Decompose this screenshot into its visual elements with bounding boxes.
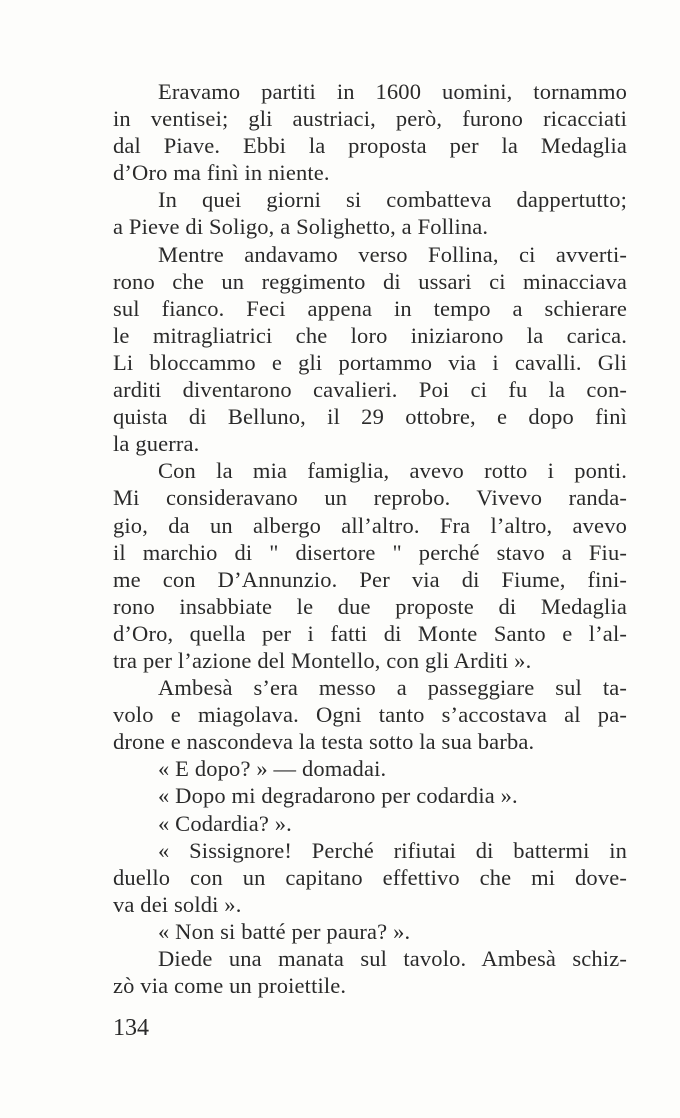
text-line: va dei soldi ». [113, 891, 242, 917]
text-line: tra per l’azione del Montello, con gli Arditi ». [113, 647, 532, 673]
text-line: me con D’Annunzio. Per via di Fiume, fini- [113, 566, 627, 592]
text-line: rono che un reggimento di ussari ci minacciava [113, 268, 627, 294]
text-line: volo e miagolava. Ogni tanto s’accostava al pa- [113, 702, 627, 728]
text-line: In quei giorni si combatteva dappertutto; [158, 187, 627, 213]
book-page-text [113, 78, 627, 999]
text-line: dal Piave. Ebbi la proposta per la Medaglia [113, 133, 627, 159]
text-line: la guerra. [113, 431, 200, 457]
text-line: zò via come un proiettile. [113, 973, 347, 999]
text-line: gio, da un albergo all’altro. Fra l’altro, avevo [113, 512, 627, 538]
text-line: Con la mia famiglia, avevo rotto i ponti. [158, 458, 627, 484]
text-line: quista di Belluno, il 29 ottobre, e dopo finì [113, 404, 627, 430]
text-line: drone e nascondeva la testa sotto la sua barba. [113, 729, 535, 755]
text-line: a Pieve di Soligo, a Solighetto, a Follina. [113, 214, 489, 240]
text-line: in ventisei; gli austriaci, però, furono ricacciati [113, 106, 627, 132]
text-line: Mi consideravano un reprobo. Vivevo randa- [113, 485, 627, 511]
text-line: rono insabbiate le due proposte di Medaglia [113, 593, 627, 619]
text-line: « Non si batté per paura? ». [158, 918, 411, 944]
text-line: « E dopo? » — domadai. [158, 756, 387, 782]
text-line: « Codardia? ». [158, 810, 292, 836]
text-line: d’Oro, quella per i fatti di Monte Santo e l’al- [113, 620, 627, 646]
text-line: Mentre andavamo verso Follina, ci avverti- [158, 241, 627, 267]
page-number: 134 [113, 1015, 149, 1041]
text-line: il marchio di " disertore " perché stavo a Fiu- [113, 539, 627, 565]
text-line: « Sissignore! Perché rifiutai di battermi in [158, 837, 627, 863]
text-line: Ambesà s’era messo a passeggiare sul ta- [158, 675, 627, 701]
text-line: duello con un capitano effettivo che mi dove- [113, 864, 627, 890]
text-line: Li bloccammo e gli portammo via i cavalli. Gli [113, 349, 627, 375]
text-line: arditi diventarono cavalieri. Poi ci fu la con- [113, 377, 627, 403]
text-line: d’Oro ma finì in niente. [113, 160, 330, 186]
text-line: « Dopo mi degradarono per codardia ». [158, 783, 518, 809]
text-line: sul fianco. Feci appena in tempo a schierare [113, 295, 627, 321]
text-line: le mitragliatrici che loro iniziarono la carica. [113, 322, 627, 348]
text-line: Diede una manata sul tavolo. Ambesà schiz- [158, 946, 627, 971]
text-line: Eravamo partiti in 1600 uomini, tornammo [158, 79, 627, 104]
